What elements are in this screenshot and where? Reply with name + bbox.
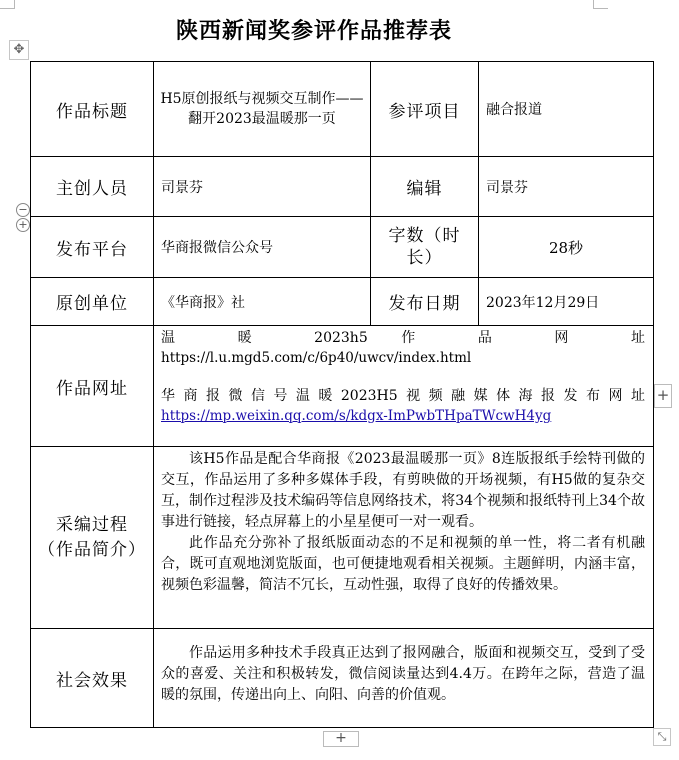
url-line-1-text: 温 暖 2023h5 作 品 网 址 (161, 330, 645, 346)
url-1-text[interactable]: https://l.u.mgd5.com/c/6p40/uwcv/index.html (161, 350, 472, 366)
date-label: 发布日期 (371, 278, 479, 326)
process-paragraph-1: 该H5作品是配合华商报《2023最温暖那一页》8连版报纸手绘特刊做的交互，作品运用了多种多媒体手段，有剪映做的开场视频，有H5做的复杂交互，制作过程涉及技术编码等信息网络技术，将34个视频和报纸特刊上34个故事进行链接，轻点屏幕上的小星星便可一对一观看。 (161, 451, 645, 530)
table-row (31, 62, 654, 157)
recommendation-table (30, 61, 654, 728)
unit-label: 原创单位 (31, 278, 154, 326)
length-value[interactable]: 28秒 (479, 217, 654, 278)
table-resize-icon[interactable]: ⤡ (653, 728, 671, 746)
editor-label: 编辑 (371, 157, 479, 217)
page-title: 陕西新闻奖参评作品推荐表 (175, 18, 452, 44)
effect-cell[interactable] (154, 629, 654, 728)
category-value[interactable]: 融合报道 (479, 62, 654, 157)
unit-value[interactable]: 《华商报》社 (154, 278, 371, 326)
url-2-link[interactable]: https://mp.weixin.qq.com/s/kdgx-ImPwbTHpaTWcwH4yg (161, 408, 552, 424)
table-row (31, 217, 654, 278)
table-row (31, 629, 654, 728)
editor-value[interactable]: 司景芬 (479, 157, 654, 217)
table-row (31, 326, 654, 447)
process-label (31, 447, 154, 629)
process-cell[interactable] (154, 447, 654, 629)
table-move-icon[interactable]: ✥ (9, 40, 29, 60)
creator-value[interactable]: 司景芬 (154, 157, 371, 217)
date-value[interactable]: 2023年12月29日 (479, 278, 654, 326)
table-row (31, 447, 654, 629)
url-label: 作品网址 (31, 326, 154, 447)
url-cell (154, 326, 654, 447)
platform-value[interactable]: 华商报微信公众号 (154, 217, 371, 278)
collapse-row-icon[interactable]: − (16, 203, 30, 217)
table-row (31, 278, 654, 326)
add-row-icon[interactable]: + (323, 731, 359, 747)
creator-label: 主创人员 (31, 157, 154, 217)
process-label-line-2: （作品简介） (38, 539, 146, 560)
process-label-line-1: 采编过程 (56, 514, 128, 535)
work-title-label: 作品标题 (31, 62, 154, 157)
effect-label: 社会效果 (31, 629, 154, 728)
effect-paragraph: 作品运用多种技术手段真正达到了报网融合，版面和视频交互，受到了受众的喜爱、关注和积极转发，微信阅读量达到4.4万。在跨年之际，营造了温暖的氛围，传递出向上、向阳、向善的价值观。 (161, 645, 645, 703)
work-title-value[interactable]: H5原创报纸与视频交互制作——翻开2023最温暖那一页 (154, 62, 371, 157)
url-line-2-text: 华商报微信号温暖2023H5视频融媒体海报发布网址 (161, 388, 645, 404)
page-corner-mark-left (0, 0, 15, 9)
insert-row-icon[interactable]: + (16, 218, 30, 232)
length-label: 字数（时长） (371, 217, 479, 278)
platform-label: 发布平台 (31, 217, 154, 278)
category-label: 参评项目 (371, 62, 479, 157)
process-paragraph-2: 此作品充分弥补了报纸版面动态的不足和视频的单一性，将二者有机融合，既可直观地浏览版面，也可便捷地观看相关视频。主题鲜明，内涵丰富，视频色彩温馨，简洁不冗长，互动性强，取得了良好的传播效果。 (161, 535, 645, 593)
table-row (31, 157, 654, 217)
page-corner-mark-right (593, 0, 608, 9)
add-column-icon[interactable]: + (654, 384, 672, 408)
